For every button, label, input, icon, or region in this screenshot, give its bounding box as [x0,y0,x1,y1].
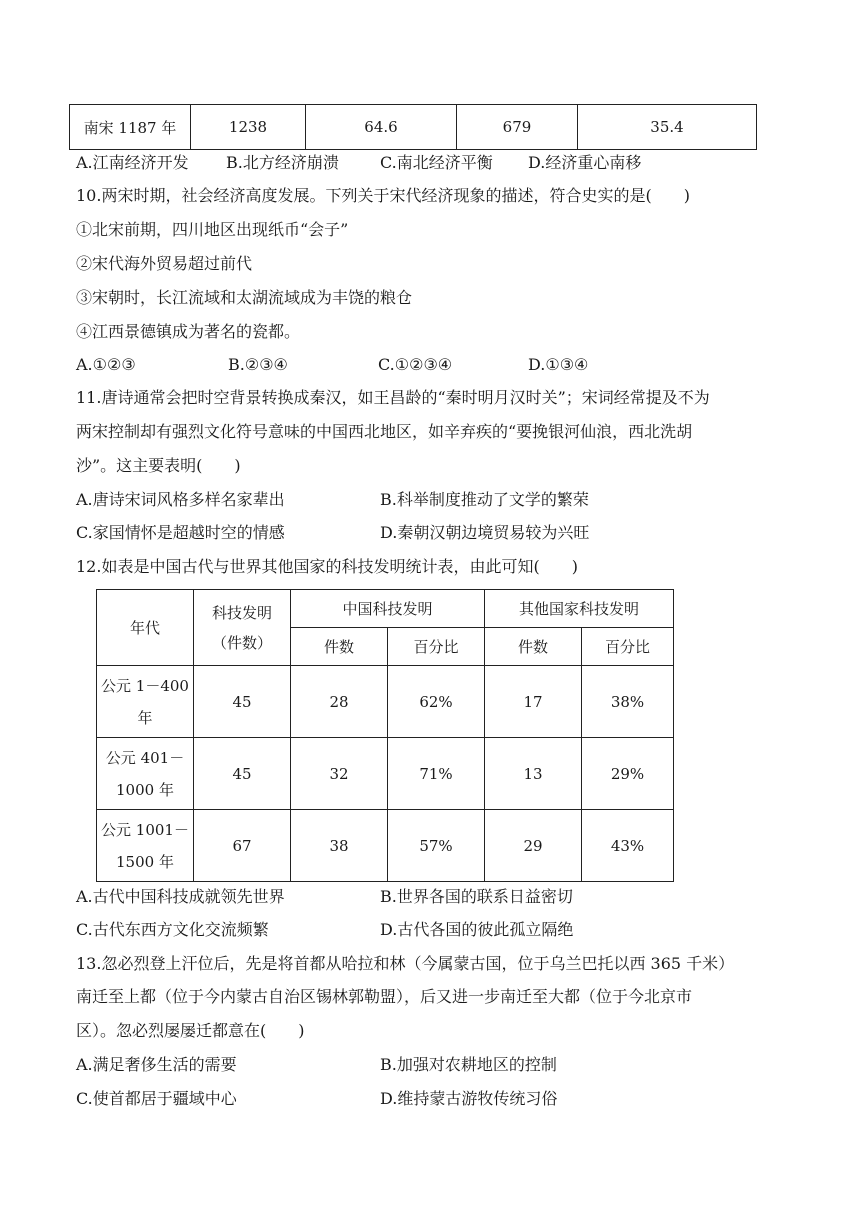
q10-option-a: A.①②③ [76,355,136,374]
row-other-pct: 43% [582,810,674,882]
q10-option-b: B.②③④ [228,355,288,374]
q12-table [96,589,674,882]
q11-stem-line-2: 两宋控制却有强烈文化符号意味的中国西北地区，如辛弃疾的“要挽银河仙浪，西北洗胡 [76,422,693,441]
row-total: 45 [194,738,291,810]
row-china-count: 38 [291,810,388,882]
q13-stem-line-1: 13.忽必烈登上汗位后，先是将首都从哈拉和林（今属蒙古国，位于乌兰巴托以西 365 千米） [76,954,735,973]
row-other-count: 13 [485,738,582,810]
q9-option-d: D.经济重心南移 [528,153,642,172]
row-era [97,810,194,882]
q11-stem-line-3: 沙”。这主要表明( ) [76,456,241,475]
q13-option-c: C.使首都居于疆域中心 [76,1089,237,1108]
header-other: 其他国家科技发明 [485,590,674,628]
q13-stem-line-3: 区）。忽必烈屡屡迁都意在( ) [76,1021,305,1040]
header-other-count: 件数 [485,628,582,666]
q11-stem-line-1: 11.唐诗通常会把时空背景转换成秦汉，如王昌龄的“秦时明月汉时关”；宋词经常提及不为 [76,388,710,407]
row-china-pct: 57% [388,810,485,882]
row-china-pct: 62% [388,666,485,738]
q11-option-d: D.秦朝汉朝边境贸易较为兴旺 [380,523,590,542]
row-era-line-1: 公元 401－ [105,748,185,767]
row-era [97,738,194,810]
row-era-line-1: 公元 1001－ [101,820,189,839]
header-china-pct: 百分比 [388,628,485,666]
row-china-pct: 71% [388,738,485,810]
row-other-count: 17 [485,666,582,738]
table-cell: 南宋 1187 年 [70,105,191,150]
table-header-row [97,590,674,628]
q13-option-b: B.加强对农耕地区的控制 [380,1055,557,1074]
q11-option-a: A.唐诗宋词风格多样名家辈出 [76,490,285,509]
row-other-count: 29 [485,810,582,882]
row-era-line-2: 1000 年 [116,780,174,799]
q10-stem: 10.两宋时期，社会经济高度发展。下列关于宋代经济现象的描述，符合史实的是( ) [76,186,690,205]
q9-option-a: A.江南经济开发 [76,153,189,172]
header-china-count: 件数 [291,628,388,666]
q10-item-2: ②宋代海外贸易超过前代 [76,254,253,273]
header-china: 中国科技发明 [291,590,485,628]
header-total-line-2: （件数） [211,633,272,652]
q9-option-c: C.南北经济平衡 [380,153,493,172]
q12-option-b: B.世界各国的联系日益密切 [380,887,573,906]
top-table [69,104,757,150]
q12-option-c: C.古代东西方文化交流频繁 [76,920,269,939]
table-row [97,810,674,882]
row-china-count: 28 [291,666,388,738]
header-total-line-1: 科技发明 [211,603,272,622]
table-cell: 1238 [191,105,306,150]
row-era [97,666,194,738]
q12-option-a: A.古代中国科技成就领先世界 [76,887,285,906]
table-cell: 64.6 [306,105,457,150]
q10-option-c: C.①②③④ [378,355,453,374]
header-era: 年代 [97,590,194,666]
row-total: 45 [194,666,291,738]
q11-option-c: C.家国情怀是超越时空的情感 [76,523,285,542]
q9-option-b: B.北方经济崩溃 [226,153,339,172]
q11-option-b: B.科举制度推动了文学的繁荣 [380,490,589,509]
header-other-pct: 百分比 [582,628,674,666]
q12-stem: 12.如表是中国古代与世界其他国家的科技发明统计表，由此可知( ) [76,557,578,576]
table-row [97,666,674,738]
q13-option-d: D.维持蒙古游牧传统习俗 [380,1089,558,1108]
row-total: 67 [194,810,291,882]
q10-option-d: D.①③④ [528,355,589,374]
row-other-pct: 38% [582,666,674,738]
row-other-pct: 29% [582,738,674,810]
row-era-line-1: 公元 1－400 [101,676,189,695]
header-total [194,590,291,666]
q13-stem-line-2: 南迁至上都（位于今内蒙古自治区锡林郭勒盟），后又进一步南迁至大都（位于今北京市 [76,987,693,1006]
q10-item-1: ①北宋前期，四川地区出现纸币“会子” [76,220,349,239]
q13-option-a: A.满足奢侈生活的需要 [76,1055,237,1074]
q10-item-4: ④江西景德镇成为著名的瓷都。 [76,322,301,341]
q10-item-3: ③宋朝时，长江流域和太湖流域成为丰饶的粮仓 [76,288,413,307]
table-cell: 679 [457,105,578,150]
row-china-count: 32 [291,738,388,810]
table-row [70,105,757,150]
row-era-line-2: 1500 年 [116,852,174,871]
row-era-line-2: 年 [137,708,153,727]
table-cell: 35.4 [578,105,757,150]
table-row [97,738,674,810]
q12-option-d: D.古代各国的彼此孤立隔绝 [380,920,574,939]
